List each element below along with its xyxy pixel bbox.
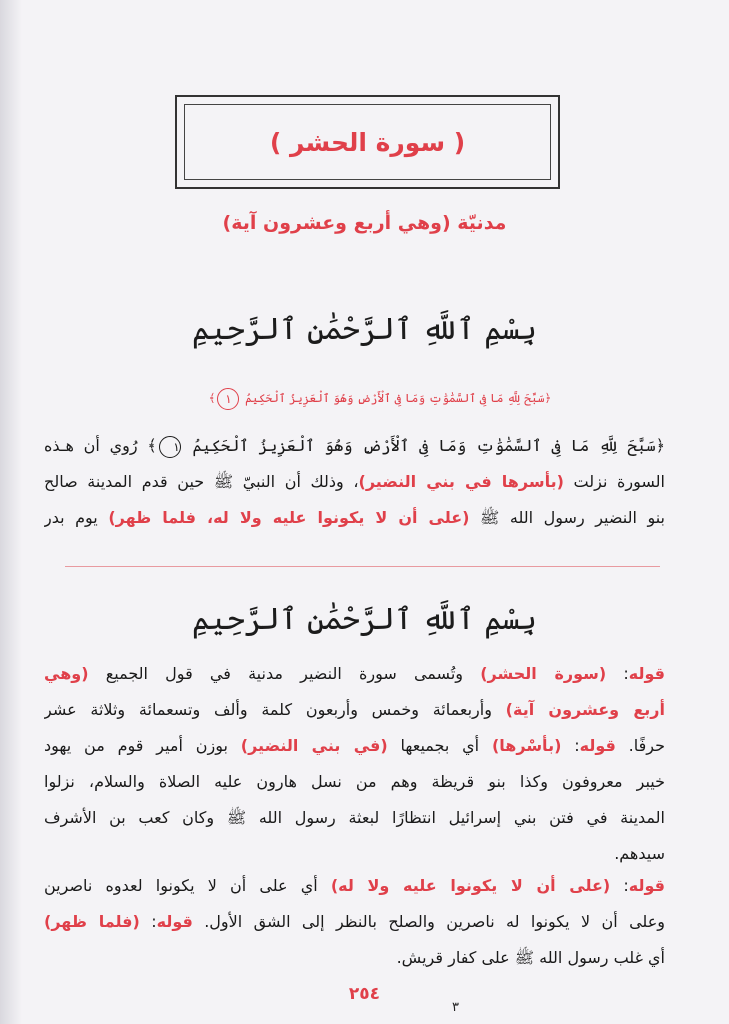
ayah-number-badge: ١: [159, 436, 181, 458]
text-span: :: [606, 664, 629, 683]
highlighted-quote: (وهي: [44, 664, 89, 683]
text-span: أي على أن لا يكونوا لعدوه ناصرين: [44, 876, 331, 895]
text-span: :: [139, 912, 157, 931]
text-span: بنو النضير رسول الله ﷺ: [469, 508, 665, 527]
commentary-block: [44, 868, 665, 976]
section-divider: [65, 566, 660, 567]
highlighted-quote: أربع وعشرون آية): [505, 700, 665, 719]
verse-close-bracket: ﴾: [208, 391, 216, 405]
qawluhu-label: قوله: [628, 876, 665, 895]
page-number: ٢٥٤: [348, 984, 381, 1004]
commentary-block: [44, 656, 665, 872]
text-span: أي بجميعها: [387, 736, 492, 755]
qawluhu-label: قوله: [156, 912, 193, 931]
highlighted-quote: (فلما ظهر): [44, 912, 140, 931]
surah-subtitle: مدنيّة (وهي أربع وعشرون آية): [222, 212, 507, 234]
verse-close-bracket: ﴾: [147, 436, 157, 455]
text-line: [44, 656, 665, 692]
text-span: يوم بدر: [44, 508, 109, 527]
text-span: السورة نزلت: [563, 472, 665, 491]
text-span: ، وذلك أن النبيّ ﷺ حين قدم المدينة صالح: [44, 472, 359, 491]
text-line: [44, 904, 665, 940]
text-line: [44, 868, 665, 904]
page-gutter-shadow: [0, 0, 22, 1024]
highlighted-quote: (بأسْرها): [491, 736, 562, 755]
verse-text: سَبَّحَ لِلَّهِ مَا فِى ٱلسَّمَٰوَٰتِ وَمَا فِى ٱلْأَرْضِ وَهُوَ ٱلْعَزِيزُ ٱلْحَكِيمُ: [245, 391, 545, 405]
text-span: وتُسمى سورة النضير مدنية في قول الجميع: [88, 664, 481, 683]
verse-heading: [205, 388, 555, 410]
text-line: سيدهم.: [614, 844, 665, 863]
text-line: أي غلب رسول الله ﷺ على كفار قريش.: [396, 948, 665, 967]
qawluhu-label: قوله: [628, 664, 665, 683]
highlighted-quote: (بأسرها في بني النضير): [358, 472, 564, 491]
highlighted-quote: (في بني النضير): [240, 736, 388, 755]
highlighted-quote: (على أن لا يكونوا عليه ولا له): [330, 876, 611, 895]
surah-title-inner-frame: [184, 104, 551, 180]
text-line: [44, 428, 665, 464]
text-span: وأربعمائة وخمس وأربعون كلمة وألف وتسعمائة وثلاثة عشر: [44, 700, 506, 719]
text-span: بوزن أمير قوم من يهود: [44, 736, 241, 755]
tafsir-text-block: [44, 428, 665, 536]
highlighted-quote: (على أن لا يكونوا عليه ولا له، فلما ظهر): [108, 508, 470, 527]
text-line: [44, 728, 665, 764]
basmala-commentary: بِسْمِ ٱللَّهِ ٱلرَّحْمَٰنِ ٱلرَّحِيمِ: [191, 602, 537, 637]
surah-title-frame: [175, 95, 560, 189]
text-span: :: [561, 736, 580, 755]
ayah-number-badge: ١: [217, 388, 239, 410]
basmala-top: بِسْمِ ٱللَّهِ ٱلرَّحْمَٰنِ ٱلرَّحِيمِ: [191, 312, 537, 347]
text-line: المدينة في فتن بني إسرائيل انتظارًا لبعثة رسول الله ﷺ وكان كعب بن الأشرف: [44, 808, 665, 827]
text-line: خيبر معروفون وكذا بنو قريظة وهم من نسل هارون عليه الصلاة والسلام، نزلوا: [44, 772, 665, 791]
verse-open-bracket: ﴿: [544, 391, 552, 405]
text-span: :: [610, 876, 629, 895]
highlighted-quote: (سورة الحشر): [480, 664, 607, 683]
signature-mark: ٣: [452, 1000, 459, 1015]
text-line: [44, 464, 665, 500]
text-span: وعلى أن لا يكونوا له ناصرين والصلح بالنظر إلى الشق الأول.: [192, 912, 665, 931]
surah-title: ( سورة الحشر ): [269, 127, 466, 157]
text-span: رُوي أن هـذه: [44, 436, 148, 455]
qawluhu-label: قوله: [579, 736, 616, 755]
text-line: [44, 500, 665, 536]
text-line: [44, 692, 665, 728]
verse-inline: ﴿سَبَّحَ لِلَّهِ مَا فِى ٱلسَّمَٰوَٰتِ وَمَا فِى ٱلْأَرْضِ وَهُوَ ٱلْعَزِيزُ ٱلْحَكِيمُ: [192, 436, 665, 455]
text-span: حرفًا.: [615, 736, 665, 755]
